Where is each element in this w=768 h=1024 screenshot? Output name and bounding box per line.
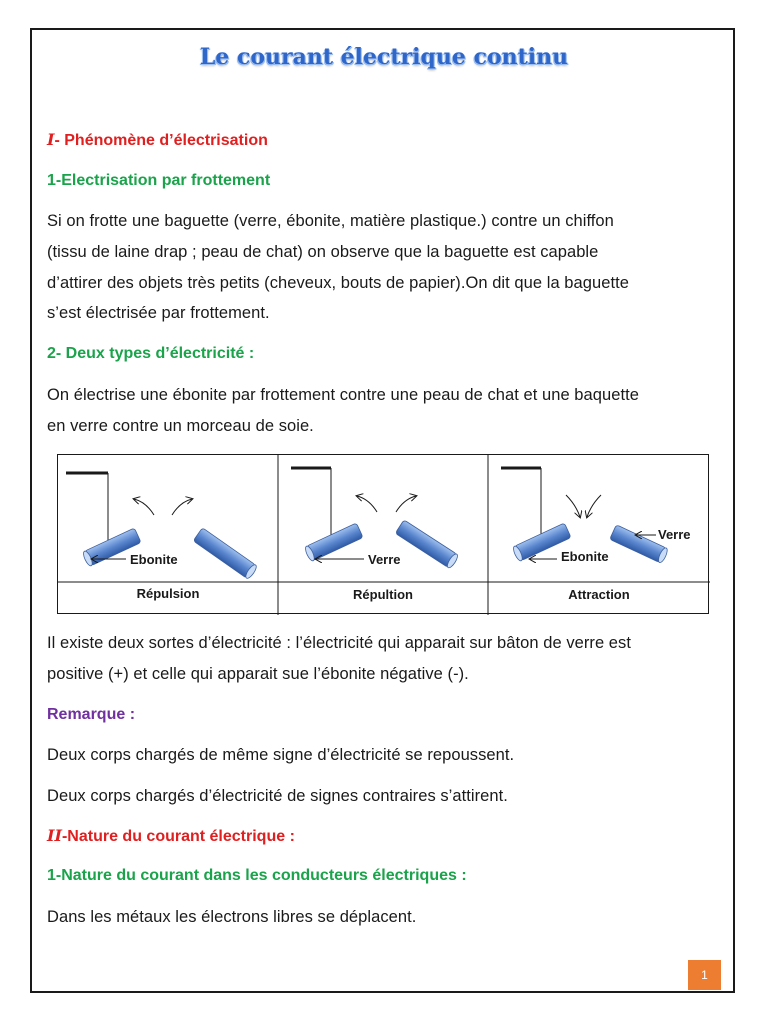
panel-1-caption: Répulsion xyxy=(136,586,200,601)
panel-3-label-ebonite: Ebonite xyxy=(561,549,609,564)
section-2-title: -Nature du courant électrique : xyxy=(61,828,295,845)
subsection-2-1-title: 1-Nature du courant dans les conducteurs électriques : xyxy=(47,867,467,884)
remarque-title: Remarque : xyxy=(47,706,136,723)
panel-2-caption: Répultion xyxy=(353,587,413,602)
paragraph-line: Deux corps chargés de même signe d’électricité se repoussent. xyxy=(47,746,515,764)
paragraph-line: Si on frotte une baguette (verre, ébonite, matière plastique.) contre un chiffon xyxy=(47,212,614,230)
panel-2-label: Verre xyxy=(368,552,401,567)
panel-2-drawing xyxy=(291,468,459,569)
panel-3-label-verre: Verre xyxy=(658,527,691,542)
paragraph-line: Dans les métaux les électrons libres se déplacent. xyxy=(47,908,417,926)
paragraph-line: s’est électrisée par frottement. xyxy=(47,304,270,322)
section-2-heading xyxy=(47,826,295,847)
panel-1-label: Ebonite xyxy=(130,552,178,567)
subsection-1-2-title: 2- Deux types d’électricité : xyxy=(47,345,255,362)
paragraph-line: On électrise une ébonite par frottement contre une peau de chat et une baquette xyxy=(47,386,639,404)
subsection-1-1-title: 1-Electrisation par frottement xyxy=(47,172,271,189)
section-1-heading xyxy=(47,130,268,151)
panel-3-caption: Attraction xyxy=(568,587,630,602)
section-2-roman: II xyxy=(47,826,62,845)
paragraph-line: (tissu de laine drap ; peau de chat) on observe que la baguette est capable xyxy=(47,243,599,261)
paragraph-line: en verre contre un morceau de soie. xyxy=(47,417,314,435)
paragraph-line: positive (+) et celle qui apparait sue l’ébonite négative (-). xyxy=(47,665,469,683)
page-title: Le courant électrique continu xyxy=(199,44,569,70)
electrisation-figure xyxy=(57,454,709,614)
page-number: 1 xyxy=(688,960,721,990)
panel-1-drawing xyxy=(66,473,258,580)
paragraph-line: d’attirer des objets très petits (cheveux, bouts de papier).On dit que la baguette xyxy=(47,274,629,292)
paragraph-line: Deux corps chargés d’électricité de signes contraires s’attirent. xyxy=(47,787,508,805)
section-1-title: - Phénomène d’électrisation xyxy=(54,132,268,149)
paragraph-line: Il existe deux sortes d’électricité : l’électricité qui apparait sur bâton de verre est xyxy=(47,634,631,652)
section-1-roman: I xyxy=(47,130,55,149)
panel-3-drawing xyxy=(501,468,691,564)
